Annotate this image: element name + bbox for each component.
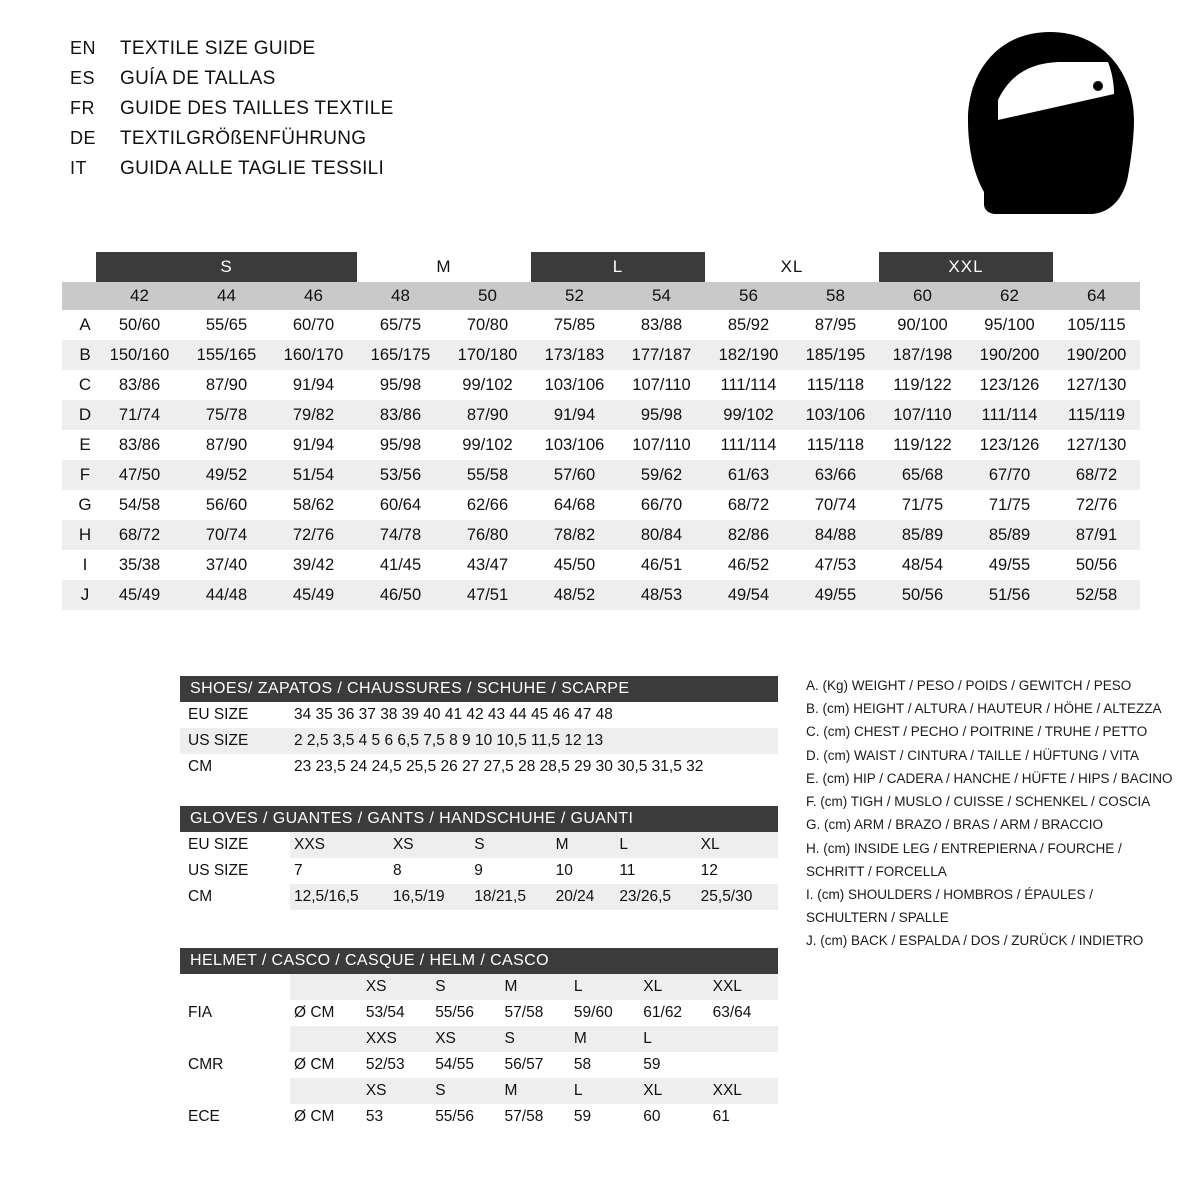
cell: 107/110 [632, 375, 691, 394]
cell: XXL [712, 978, 742, 995]
cell: 18/21,5 [474, 888, 526, 905]
cell: 78/82 [553, 525, 596, 544]
language-title: TEXTILE SIZE GUIDE [120, 38, 316, 59]
size-band-m: M [357, 252, 531, 282]
numeric-header: 60 [879, 282, 966, 310]
numeric-header: 44 [183, 282, 270, 310]
row-label: CM [180, 884, 290, 910]
cell: 87/91 [1075, 525, 1118, 544]
cell: 75/78 [205, 405, 248, 424]
cell: 70/74 [814, 495, 857, 514]
cell: 70/80 [466, 315, 509, 334]
cell: 123/126 [979, 375, 1040, 394]
cell: XXS [294, 836, 326, 853]
table-row [180, 1078, 778, 1104]
cell: 72/76 [292, 525, 335, 544]
numeric-header: 54 [618, 282, 705, 310]
cell: 70/74 [205, 525, 248, 544]
cell: 49/55 [814, 585, 857, 604]
cell: 47/53 [814, 555, 857, 574]
cell: 107/110 [632, 435, 691, 454]
legend-item: H. (cm) INSIDE LEG / ENTREPIERNA / FOURCHE / [806, 840, 1122, 856]
cell: 23/26,5 [619, 888, 672, 905]
numeric-header: 46 [270, 282, 357, 310]
cell: 58/62 [292, 495, 335, 514]
cell: 127/130 [1066, 375, 1127, 394]
cell: 10 [555, 862, 573, 879]
table-row [180, 1000, 778, 1026]
table-row [180, 1104, 778, 1130]
row-label: FIA [180, 1000, 290, 1026]
cell: XL [700, 836, 720, 853]
cell: S [504, 1030, 515, 1047]
cell: 185/195 [805, 345, 866, 364]
cell: 48/54 [901, 555, 944, 574]
cell: 49/52 [205, 465, 248, 484]
cell: 99/102 [462, 435, 513, 454]
row-label: ECE [180, 1104, 290, 1130]
cell: 111/114 [720, 375, 777, 394]
gloves-title: GLOVES / GUANTES / GANTS / HANDSCHUHE / GUANTI [180, 806, 778, 832]
cell: 111/114 [981, 405, 1038, 424]
cell: 61 [712, 1108, 730, 1125]
cell: 105/115 [1067, 315, 1126, 334]
cell: 99/102 [462, 375, 513, 394]
cell: 44/48 [205, 585, 248, 604]
cell: 103/106 [544, 435, 605, 454]
cell: 190/200 [979, 345, 1040, 364]
cell-unit: Ø CM [294, 1056, 335, 1073]
cell: 119/122 [893, 375, 952, 394]
cell: 9 [474, 862, 483, 879]
numeric-header: 56 [705, 282, 792, 310]
cell: M [504, 978, 518, 995]
row-label: EU SIZE [180, 832, 290, 858]
cell: 53 [365, 1108, 384, 1125]
legend-item: G. (cm) ARM / BRAZO / BRAS / ARM / BRACCIO [806, 817, 1104, 833]
cell: 48/52 [553, 585, 596, 604]
cell: 37/40 [205, 555, 248, 574]
cell: 60/64 [379, 495, 422, 514]
row-label: A [79, 315, 91, 334]
cell [709, 1026, 778, 1052]
cell: 46/50 [379, 585, 422, 604]
size-band-l: L [531, 252, 705, 282]
cell: 50/60 [118, 315, 161, 334]
row-label: G [78, 495, 92, 514]
cell: 182/190 [718, 345, 779, 364]
cell: 49/55 [988, 555, 1031, 574]
cell: 64/68 [553, 495, 596, 514]
cell: 49/54 [727, 585, 770, 604]
cell: 51/56 [988, 585, 1031, 604]
cell: 65/75 [379, 315, 422, 334]
cell: 90/100 [897, 315, 948, 334]
cell: 55/56 [435, 1108, 474, 1125]
shoes-table [180, 676, 778, 780]
legend-item: I. (cm) SHOULDERS / HOMBROS / ÉPAULES / [806, 886, 1094, 902]
cell: 80/84 [640, 525, 683, 544]
cell: 20/24 [555, 888, 595, 905]
cell: 39/42 [292, 555, 335, 574]
cell: 95/100 [984, 315, 1035, 334]
cell: 60/70 [292, 315, 335, 334]
cell: M [504, 1082, 518, 1099]
legend-item-cont: SCHRITT / FORCELLA [806, 863, 947, 879]
row-label: US SIZE [180, 858, 290, 884]
language-title: GUIDA ALLE TAGLIE TESSILI [120, 158, 385, 179]
row-label: E [79, 435, 91, 454]
language-title: TEXTILGRÖßENFÜHRUNG [120, 128, 367, 149]
row-label: D [62, 400, 96, 430]
cell: 53/54 [365, 1004, 405, 1021]
cell: 155/165 [196, 345, 257, 364]
cell: 107/110 [893, 405, 952, 424]
cell: 115/118 [806, 435, 865, 454]
cell: 8 [392, 862, 402, 879]
cell: L [643, 1030, 652, 1047]
legend-item: F. (cm) TIGH / MUSLO / CUISSE / SCHENKEL / COSCIA [806, 794, 1151, 810]
numeric-header: 62 [966, 282, 1053, 310]
cell: 25,5/30 [700, 888, 753, 905]
cell: 71/74 [118, 405, 161, 424]
cell: 11 [619, 862, 636, 879]
shoes-eu-values: 34 35 36 37 38 39 40 41 42 43 44 45 46 47 48 [294, 706, 613, 723]
table-row [180, 974, 778, 1000]
cell: 7 [294, 862, 303, 879]
cell: 48/53 [640, 585, 683, 604]
shoes-cm-values: 23 23,5 24 24,5 25,5 26 27 27,5 28 28,5 29 30 30,5 31,5 32 [294, 758, 704, 775]
cell: 52/53 [365, 1056, 405, 1073]
cell: XS [392, 836, 414, 853]
size-band-xxl: XXL [879, 252, 1053, 282]
shoes-title: SHOES/ ZAPATOS / CHAUSSURES / SCHUHE / SCARPE [180, 676, 778, 702]
cell: 87/90 [466, 405, 509, 424]
cell: 95/98 [640, 405, 683, 424]
cell: 83/88 [640, 315, 683, 334]
legend-item-cont: SCHULTERN / SPALLE [806, 910, 949, 926]
cell: 57/58 [504, 1004, 544, 1021]
cell: 82/86 [727, 525, 770, 544]
cell: XS [365, 978, 387, 995]
language-title: GUIDE DES TAILLES TEXTILE [120, 98, 394, 119]
size-band-spacer [1053, 252, 1140, 282]
cell: 84/88 [814, 525, 857, 544]
cell: 91/94 [553, 405, 596, 424]
numeric-header: 64 [1053, 282, 1140, 310]
gloves-table [180, 806, 778, 910]
cell: 190/200 [1066, 345, 1127, 364]
cell: 74/78 [379, 525, 422, 544]
cell: 91/94 [292, 375, 335, 394]
cell: 45/49 [118, 585, 161, 604]
cell: 56/57 [504, 1056, 544, 1073]
legend-item: D. (cm) WAIST / CINTURA / TAILLE / HÜFTUNG / VITA [806, 747, 1140, 763]
table-row [180, 884, 778, 910]
table-row [62, 490, 1140, 520]
language-row [70, 38, 394, 60]
cell: 63/64 [712, 1004, 752, 1021]
cell: 62/66 [466, 495, 509, 514]
cell: 57/60 [553, 465, 596, 484]
cell [709, 1052, 778, 1078]
textile-size-table [62, 252, 1140, 610]
cell: 187/198 [892, 345, 953, 364]
legend-item: J. (cm) BACK / ESPALDA / DOS / ZURÜCK / INDIETRO [806, 933, 1144, 949]
cell: 12,5/16,5 [294, 888, 359, 905]
cell: S [474, 836, 485, 853]
cell: 54/58 [118, 495, 161, 514]
row-label: I [82, 555, 88, 574]
cell: 103/106 [805, 405, 866, 424]
cell: 52/58 [1075, 585, 1118, 604]
cell: 111/114 [720, 435, 777, 454]
cell: 79/82 [292, 405, 335, 424]
cell: XS [435, 1030, 456, 1047]
cell: 58 [573, 1056, 592, 1073]
cell: XXL [712, 1082, 742, 1099]
cell: 60 [643, 1108, 661, 1125]
cell-unit: Ø CM [294, 1108, 335, 1125]
cell: 68/72 [727, 495, 770, 514]
cell: S [435, 1082, 446, 1099]
size-band-spacer [62, 252, 96, 282]
cell [290, 1078, 362, 1104]
numeric-header: 58 [792, 282, 879, 310]
size-band-xl: XL [705, 252, 879, 282]
cell: 61/62 [643, 1004, 683, 1021]
language-row [70, 128, 394, 150]
cell: XL [643, 978, 663, 995]
cell: 50/56 [901, 585, 944, 604]
cell: 53/56 [379, 465, 422, 484]
cell: 95/98 [379, 435, 422, 454]
cell: 71/75 [988, 495, 1031, 514]
cell: 103/106 [544, 375, 605, 394]
language-code: DE [70, 128, 97, 148]
cell: 35/38 [118, 555, 161, 574]
row-label-empty [180, 1078, 290, 1104]
cell: 76/80 [466, 525, 509, 544]
cell: L [619, 836, 628, 853]
cell: 85/92 [727, 315, 770, 334]
cell-unit: Ø CM [294, 1004, 335, 1021]
cell: 87/90 [205, 435, 248, 454]
cell: 85/89 [901, 525, 944, 544]
table-row [180, 832, 778, 858]
cell: 95/98 [379, 375, 422, 394]
language-code: IT [70, 158, 87, 178]
cell: 16,5/19 [392, 888, 445, 905]
numeric-header: 50 [444, 282, 531, 310]
legend-item: C. (cm) CHEST / PECHO / POITRINE / TRUHE / PETTO [806, 724, 1148, 740]
cell: 87/95 [814, 315, 857, 334]
table-row [62, 520, 1140, 550]
cell: 46/52 [727, 555, 770, 574]
language-row [70, 98, 394, 120]
cell: 85/89 [988, 525, 1031, 544]
row-label: CM [180, 754, 290, 780]
racing-helmet-icon [958, 28, 1138, 218]
cell: 68/72 [1075, 465, 1118, 484]
cell: 115/119 [1067, 405, 1126, 424]
cell: 45/50 [553, 555, 596, 574]
table-row [62, 550, 1140, 580]
helmet-table [180, 948, 778, 1130]
legend-item: A. (Kg) WEIGHT / PESO / POIDS / GEWITCH / PESO [806, 678, 1132, 693]
size-band-row [62, 252, 1140, 282]
row-label: C [78, 375, 92, 394]
cell: XXS [365, 1030, 397, 1047]
table-row [62, 310, 1140, 340]
language-row [70, 68, 394, 90]
cell: 83/86 [379, 405, 422, 424]
cell: 56/60 [205, 495, 248, 514]
language-title: GUÍA DE TALLAS [120, 68, 276, 89]
legend-item: B. (cm) HEIGHT / ALTURA / HAUTEUR / HÖHE / ALTEZZA [806, 701, 1162, 717]
cell [290, 974, 362, 1000]
cell: XS [365, 1082, 387, 1099]
table-row [62, 580, 1140, 610]
cell: 59 [573, 1108, 592, 1125]
cell: 65/68 [901, 465, 944, 484]
table-row [62, 430, 1140, 460]
numeric-header: 52 [531, 282, 618, 310]
numeric-header: 48 [357, 282, 444, 310]
helmet-title: HELMET / CASCO / CASQUE / HELM / CASCO [180, 948, 778, 974]
cell: 177/187 [631, 345, 692, 364]
cell: 50/56 [1075, 555, 1118, 574]
cell: S [435, 978, 446, 995]
measurement-legend [806, 674, 1173, 953]
cell: 47/50 [118, 465, 161, 484]
cell: M [573, 1030, 587, 1047]
cell: 41/45 [379, 555, 422, 574]
cell: 173/183 [544, 345, 605, 364]
cell: 91/94 [292, 435, 335, 454]
legend-item: E. (cm) HIP / CADERA / HANCHE / HÜFTE / HIPS / BACINO [806, 770, 1173, 786]
language-code: EN [70, 38, 97, 58]
table-row [62, 460, 1140, 490]
cell: 61/63 [727, 465, 770, 484]
cell: 160/170 [283, 345, 344, 364]
table-row [180, 1052, 778, 1078]
cell: 63/66 [814, 465, 857, 484]
cell: 67/70 [988, 465, 1031, 484]
cell: 72/76 [1075, 495, 1118, 514]
cell: 68/72 [118, 525, 161, 544]
cell: 119/122 [893, 435, 952, 454]
table-row [180, 728, 778, 754]
cell: 87/90 [205, 375, 248, 394]
language-row [70, 158, 394, 180]
table-row [62, 340, 1140, 370]
table-row [180, 1026, 778, 1052]
cell: 55/65 [205, 315, 248, 334]
cell: 123/126 [979, 435, 1040, 454]
table-row [180, 702, 778, 728]
table-row [180, 858, 778, 884]
cell [290, 1026, 362, 1052]
cell: 46/51 [640, 555, 683, 574]
numeric-header-row [62, 282, 1140, 310]
cell: XL [643, 1082, 663, 1099]
row-label: EU SIZE [180, 702, 290, 728]
cell: 150/160 [109, 345, 170, 364]
row-label: US SIZE [180, 728, 290, 754]
row-label: CMR [180, 1052, 290, 1078]
cell: 12 [700, 862, 718, 879]
cell: 165/175 [370, 345, 431, 364]
numeric-header: 42 [96, 282, 183, 310]
cell: 127/130 [1066, 435, 1127, 454]
cell: 59/60 [573, 1004, 613, 1021]
cell: 71/75 [901, 495, 944, 514]
cell: 43/47 [466, 555, 509, 574]
cell: 57/58 [504, 1108, 544, 1125]
cell: L [573, 1082, 583, 1099]
table-row [180, 754, 778, 780]
row-label: J [62, 580, 96, 610]
row-label-empty [180, 1026, 290, 1052]
cell: 54/55 [435, 1056, 474, 1073]
table-row [62, 400, 1140, 430]
row-label-empty [180, 974, 290, 1000]
cell: 66/70 [640, 495, 683, 514]
row-label: B [62, 340, 96, 370]
cell: 55/56 [435, 1004, 474, 1021]
cell: 51/54 [292, 465, 335, 484]
language-code: ES [70, 68, 96, 88]
cell: 45/49 [292, 585, 335, 604]
cell: M [555, 836, 569, 853]
row-label: H [62, 520, 96, 550]
cell: 99/102 [723, 405, 774, 424]
cell: 115/118 [806, 375, 865, 394]
shoes-us-values: 2 2,5 3,5 4 5 6 6,5 7,5 8 9 10 10,5 11,5 12 13 [294, 732, 604, 749]
cell: 59/62 [640, 465, 683, 484]
cell: 83/86 [118, 375, 161, 394]
cell: 75/85 [553, 315, 596, 334]
cell: L [573, 978, 583, 995]
language-code: FR [70, 98, 95, 118]
table-row [62, 370, 1140, 400]
size-band-s: S [96, 252, 357, 282]
row-label-header [62, 282, 96, 310]
cell: 47/51 [466, 585, 509, 604]
cell: 55/58 [466, 465, 509, 484]
cell: 170/180 [457, 345, 518, 364]
cell: 83/86 [118, 435, 161, 454]
language-titles [70, 38, 394, 180]
cell: 59 [643, 1056, 661, 1073]
row-label: F [62, 460, 96, 490]
